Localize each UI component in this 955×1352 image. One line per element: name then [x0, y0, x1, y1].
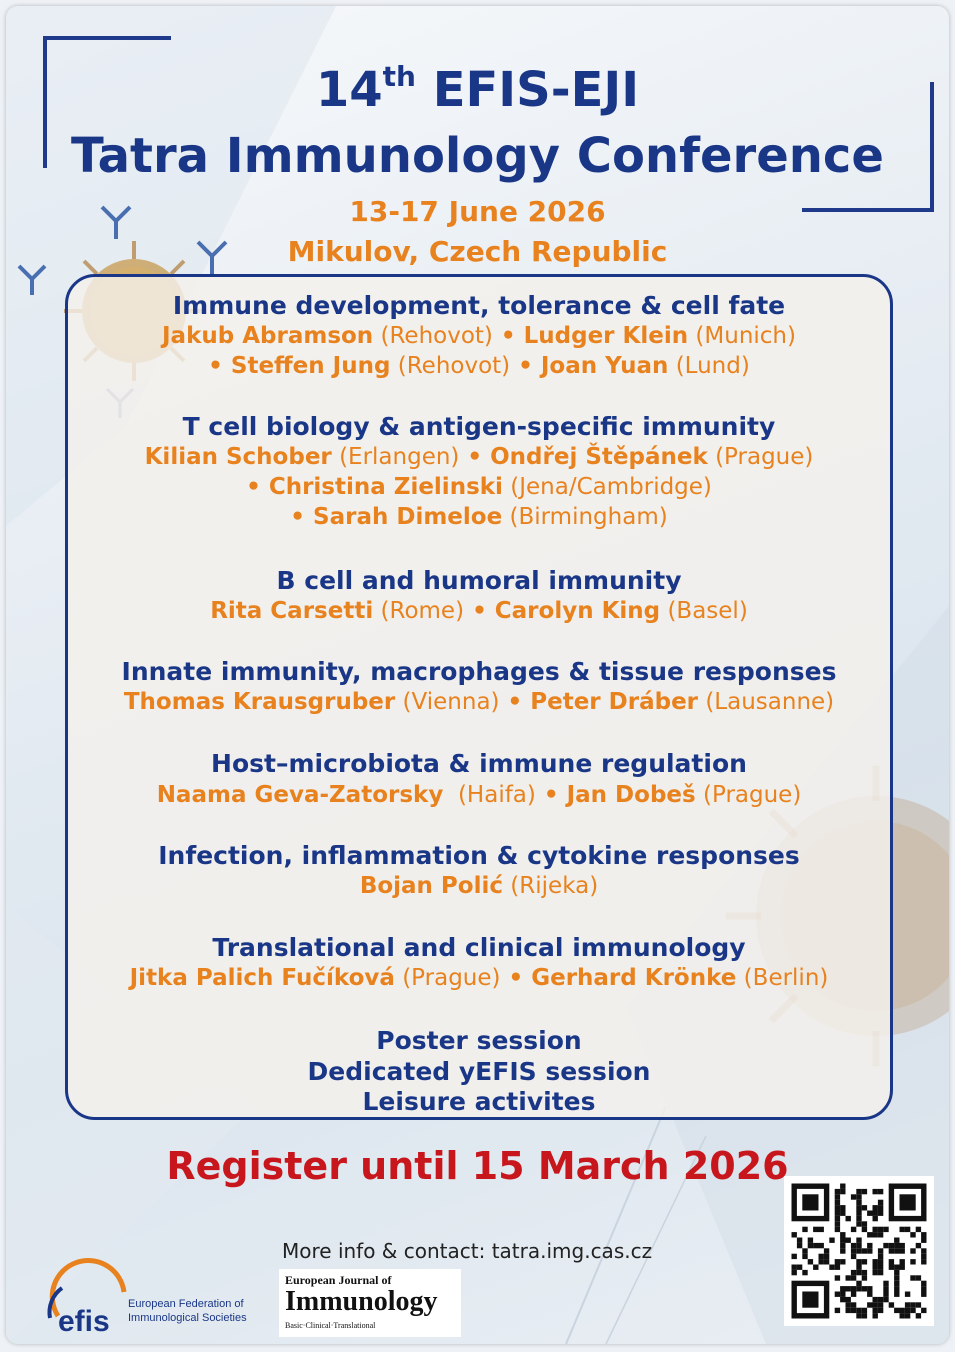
speaker-affiliation: (Rehovot) [373, 323, 493, 349]
eji-logo-line2: Immunology [285, 1286, 438, 1317]
topic-title: T cell biology & antigen-specific immunity [182, 412, 776, 441]
speaker-line [68, 442, 890, 472]
speaker-name: Ludger Klein [523, 323, 689, 349]
speaker-name: Jitka Palich Fučíková [129, 965, 395, 991]
speaker-name: Carolyn King [494, 598, 661, 624]
contact-info[interactable]: More info & contact: tatra.img.cas.cz [282, 1239, 653, 1263]
conference-dates: 13-17 June 2026 [349, 195, 606, 228]
speaker-affiliation: (Prague) [394, 965, 501, 991]
program-extra: Dedicated yEFIS session [307, 1057, 651, 1086]
speaker-line [68, 780, 890, 810]
conference-poster [6, 6, 949, 1344]
speaker-line [68, 871, 890, 901]
speaker-affiliation: (Erlangen) [331, 444, 460, 470]
speaker-line [68, 472, 890, 502]
topic-title: Infection, inflammation & cytokine responses [158, 841, 800, 870]
conference-title: Tatra Immunology Conference [71, 128, 884, 184]
conference-location: Mikulov, Czech Republic [287, 235, 668, 268]
speaker-affiliation: (Rome) [373, 598, 465, 624]
speaker-affiliation: (Prague) [707, 444, 814, 470]
topic-title: Immune development, tolerance & cell fate [172, 291, 786, 320]
speaker-affiliation: (Prague) [695, 782, 802, 808]
speaker-affiliation: (Rijeka) [503, 873, 599, 899]
qr-code-icon[interactable] [784, 1176, 934, 1326]
efis-name-line2: Immunological Societies [128, 1312, 247, 1324]
speaker-affiliation: (Haifa) [443, 782, 536, 808]
efis-name [128, 1297, 247, 1325]
speaker-name: Sarah Dimeloe [313, 504, 503, 530]
speaker-bullet: • [464, 598, 495, 624]
speaker-affiliation: (Basel) [660, 598, 748, 624]
speaker-name: Naama Geva-Zatorsky [156, 782, 444, 808]
topic-title: Host–microbiota & immune regulation [211, 749, 747, 778]
speaker-affiliation: (Jena/Cambridge) [502, 474, 712, 500]
topic-title: Innate immunity, macrophages & tissue responses [121, 657, 837, 686]
speaker-name: Steffen Jung [230, 353, 391, 379]
speaker-affiliation: (Lund) [668, 353, 750, 379]
program-extra: Poster session [376, 1026, 582, 1055]
speaker-name: Joan Yuan [540, 353, 669, 379]
speaker-name: Jakub Abramson [162, 323, 374, 349]
speaker-line [68, 321, 890, 351]
speaker-bullet: • [459, 444, 491, 470]
registration-deadline: Register until 15 March 2026 [166, 1144, 789, 1188]
speaker-affiliation: (Birmingham) [502, 504, 668, 530]
eji-logo-line1: European Journal of [285, 1273, 392, 1287]
speaker-line [68, 687, 890, 717]
eji-logo-line3: Basic·Clinical·Translational [285, 1321, 376, 1330]
efis-name-line1: European Federation of [128, 1298, 244, 1310]
edition-title: 14th EFIS-EJI [315, 60, 640, 118]
speaker-bullet: • [510, 353, 541, 379]
speaker-name: Peter Dráber [530, 689, 699, 715]
speaker-affiliation: (Lausanne) [698, 689, 835, 715]
speaker-line [68, 502, 890, 532]
topic-title: B cell and humoral immunity [276, 566, 682, 595]
speaker-affiliation: (Rehovot) [390, 353, 511, 379]
speaker-affiliation: (Vienna) [395, 689, 500, 715]
speaker-name: Ondřej Štěpánek [490, 444, 708, 470]
speaker-line [68, 351, 890, 381]
efis-wordmark: efis [58, 1305, 110, 1338]
speaker-name: Bojan Polić [359, 873, 503, 899]
speaker-bullet: • [246, 474, 269, 500]
speaker-name: Gerhard Krönke [531, 965, 737, 991]
speaker-bullet: • [492, 323, 524, 349]
speaker-affiliation: (Munich) [688, 323, 796, 349]
speaker-name: Jan Dobeš [566, 782, 696, 808]
speaker-bullet: • [499, 689, 531, 715]
speaker-bullet: • [535, 782, 567, 808]
speaker-name: Thomas Krausgruber [123, 689, 396, 715]
program-box [65, 274, 893, 1120]
speaker-bullet: • [290, 504, 314, 530]
topic-title: Translational and clinical immunology [212, 933, 746, 962]
eji-logo [279, 1269, 461, 1337]
speaker-name: Rita Carsetti [210, 598, 374, 624]
speaker-affiliation: (Berlin) [736, 965, 829, 991]
speaker-name: Kilian Schober [144, 444, 332, 470]
speaker-bullet: • [208, 353, 231, 379]
program-extra: Leisure activites [362, 1087, 596, 1116]
speaker-line [68, 596, 890, 626]
speaker-line [68, 963, 890, 993]
speaker-bullet: • [500, 965, 532, 991]
speaker-name: Christina Zielinski [268, 474, 503, 500]
